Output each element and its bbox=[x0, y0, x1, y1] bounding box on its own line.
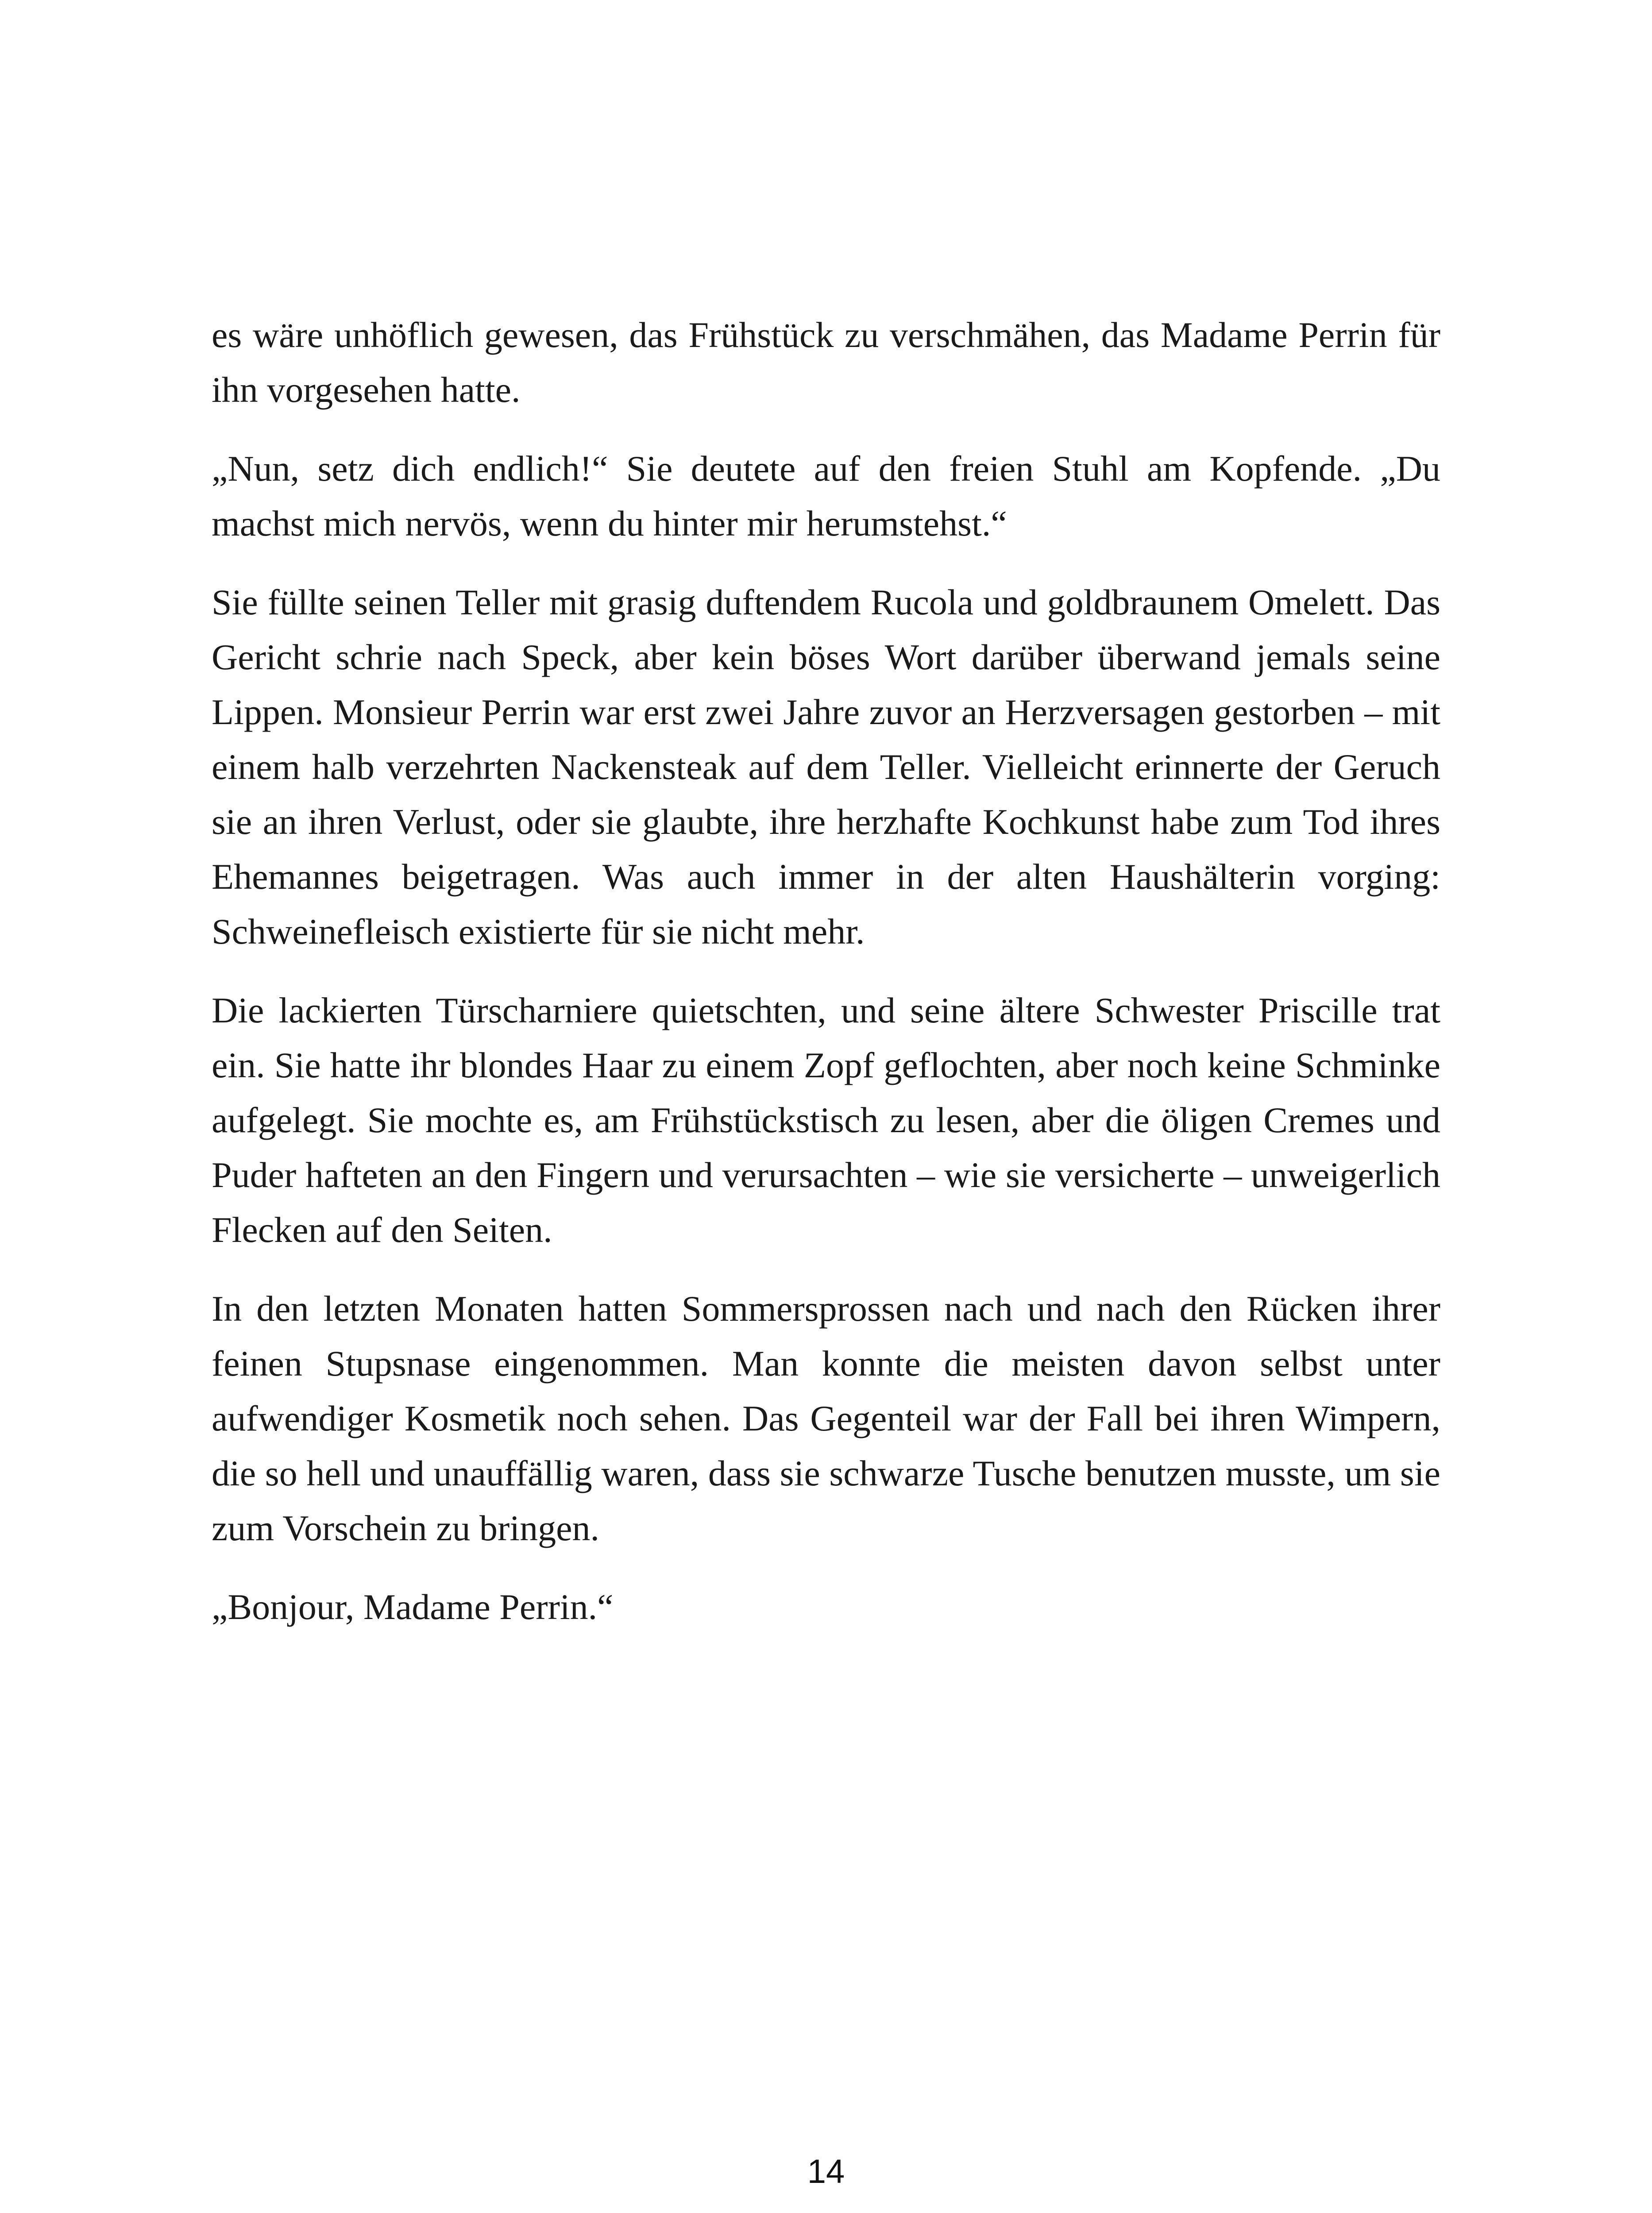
paragraph-5: In den letzten Monaten hatten Sommersprossen nach und nach den Rücken ihrer feinen Stupsnase eingenommen. Man konnte die meisten davon selbst unter aufwendiger Kosmetik noch sehen. Das Gegenteil war der Fall bei ihren Wimpern, die so hell und unauffällig waren, dass sie schwarze Tusche benutzen musste, um sie zum Vorschein zu bringen. bbox=[212, 1288, 1440, 1548]
body-text bbox=[212, 308, 1440, 1658]
page-number: 14 bbox=[807, 2153, 845, 2190]
paragraph-1: es wäre unhöflich gewesen, das Frühstück zu verschmähen, das Madame Perrin für ihn vorgesehen hatte. bbox=[212, 315, 1440, 410]
paragraph-4: Die lackierten Türscharniere quietschten, und seine ältere Schwester Priscille trat ein. Sie hatte ihr blondes Haar zu einem Zopf geflochten, aber noch keine Schminke aufgelegt. Sie mochte es, am Frühstückstisch zu lesen, aber die öligen Cremes und Puder hafteten an den Fingern und verursachten – wie sie versicherte – unweigerlich Flecken auf den Seiten. bbox=[212, 990, 1440, 1250]
paragraph-3: Sie füllte seinen Teller mit grasig duftendem Rucola und goldbraunem Omelett. Das Gericht schrie nach Speck, aber kein böses Wort darüber überwand jemals seine Lippen. Monsieur Perrin war erst zwei Jahre zuvor an Herzversagen gestorben – mit einem halb verzehrten Nackensteak auf dem Teller. Vielleicht erinnerte der Geruch sie an ihren Verlust, oder sie glaubte, ihre herzhafte Kochkunst habe zum Tod ihres Ehemannes beigetragen. Was auch immer in der alten Haushälterin vorging: Schweinefleisch existierte für sie nicht mehr. bbox=[212, 582, 1440, 952]
paragraph-2: „Nun, setz dich endlich!“ Sie deutete auf den freien Stuhl am Kopfende. „Du machst mich nervös, wenn du hinter mir herumstehst.“ bbox=[212, 448, 1440, 544]
paragraph-6: „Bonjour, Madame Perrin.“ bbox=[212, 1587, 614, 1627]
